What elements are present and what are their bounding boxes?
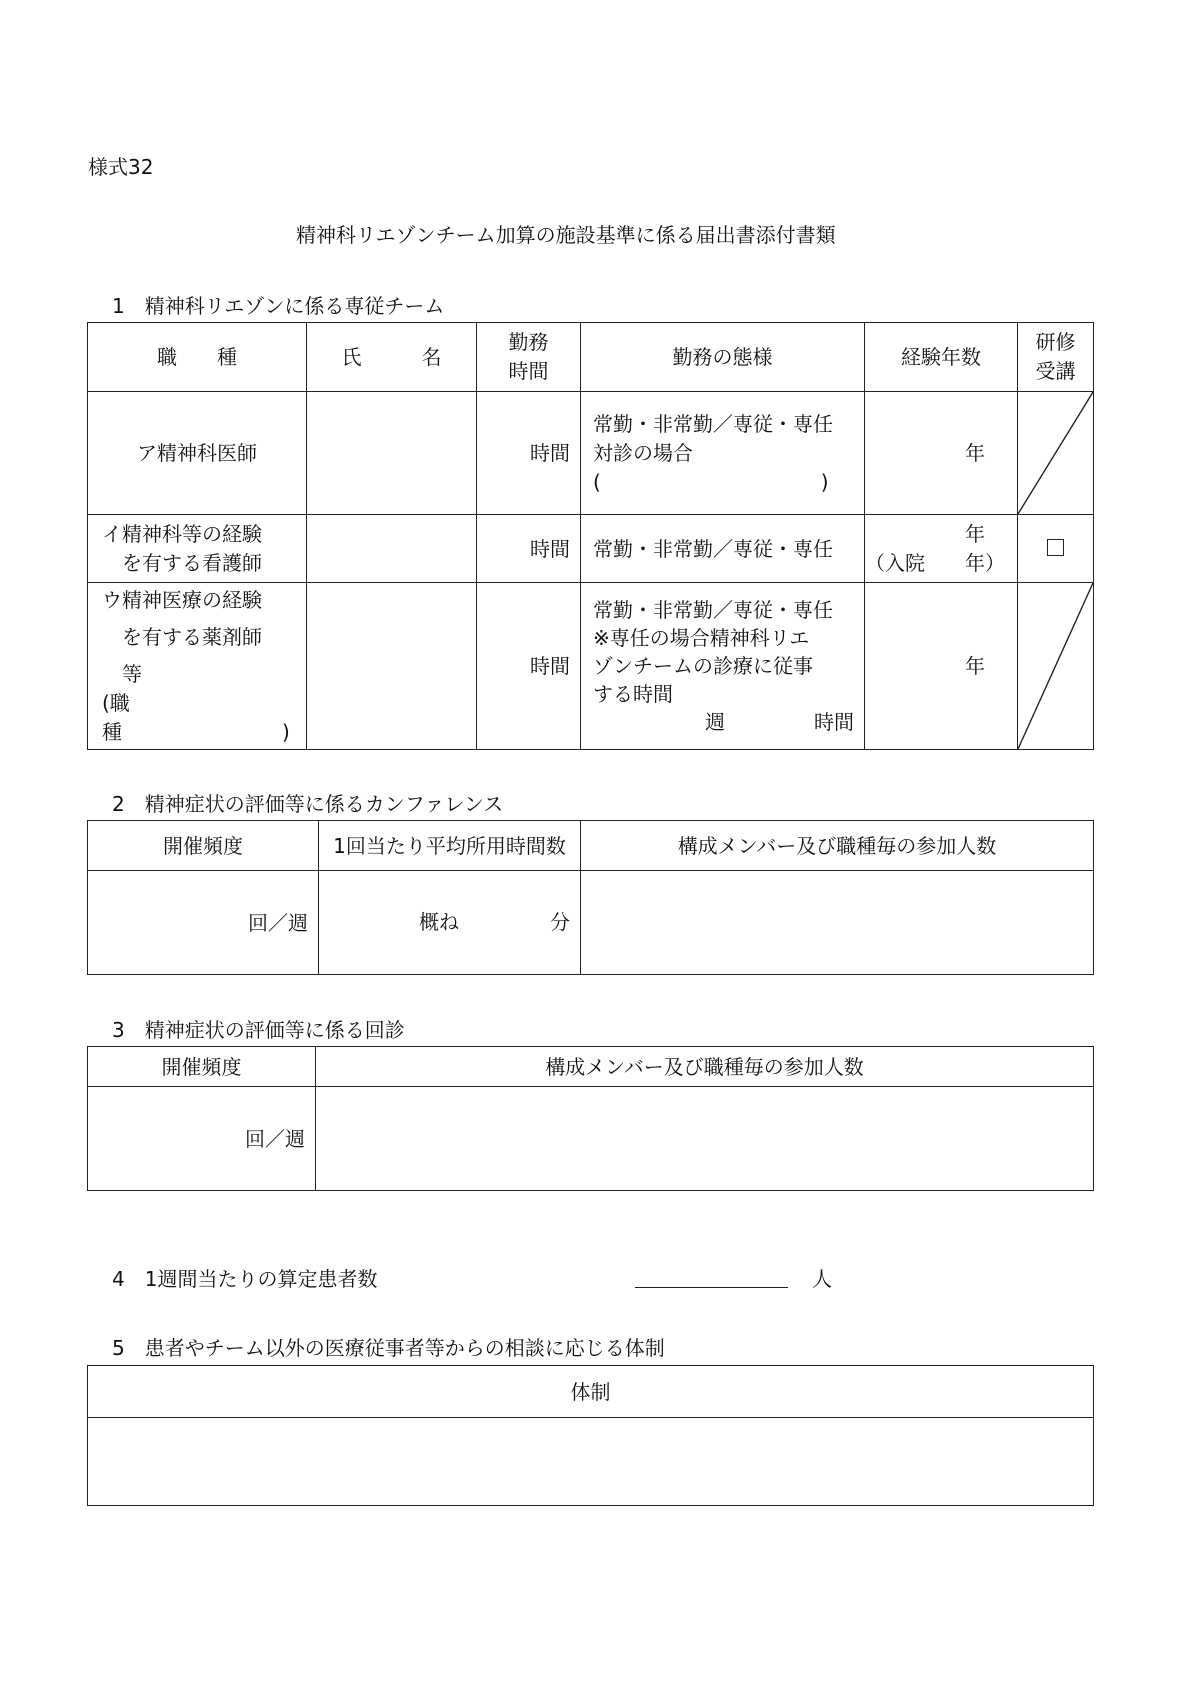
- header-job-type: 職 種: [88, 323, 307, 392]
- section5-heading: 5 患者やチーム以外の医療従事者等からの相談に応じる体制: [112, 1336, 665, 1360]
- s5-header-system: 体制: [88, 1366, 1094, 1418]
- s3-members-field[interactable]: [316, 1087, 1094, 1191]
- row-c-style[interactable]: [581, 583, 865, 750]
- row-b-experience-field[interactable]: [865, 515, 1018, 583]
- row-b-name-field[interactable]: [307, 515, 477, 583]
- row-c-job-line2: を有する薬剤師: [102, 624, 262, 649]
- section2-heading: 2 精神症状の評価等に係るカンファレンス: [112, 792, 504, 816]
- row-c-hours-unit: 時間: [530, 654, 570, 678]
- header-training-line2: 受講: [1035, 359, 1076, 383]
- row-c-name-field[interactable]: [307, 583, 477, 750]
- diagonal-slash-icon: [1018, 583, 1093, 749]
- row-b-job: [88, 515, 307, 583]
- s2-approx-label: 概ね: [419, 909, 459, 934]
- row-c-style-line5: [593, 708, 864, 736]
- row-a-style-line1: 常勤・非常勤／専従・専任: [593, 411, 833, 436]
- s2-members-field[interactable]: [581, 871, 1094, 975]
- header-training: [1018, 323, 1094, 392]
- section2-table: [87, 820, 1094, 975]
- section4-heading: 4 1週間当たりの算定患者数: [112, 1267, 378, 1291]
- s2-header-members: 構成メンバー及び職種毎の参加人数: [581, 821, 1094, 871]
- header-work-hours-line1: 勤務: [508, 330, 549, 354]
- row-a-style-line3: ( ): [593, 469, 829, 494]
- s2-minutes-unit: 分: [550, 909, 570, 934]
- s2-header-avg-time: 1回当たり平均所用時間数: [319, 821, 581, 871]
- row-a-style[interactable]: [581, 392, 865, 515]
- row-c-job: [88, 583, 307, 750]
- row-c-hours-field[interactable]: [477, 583, 581, 750]
- row-a-hours-field[interactable]: [477, 392, 581, 515]
- row-c-week-label: 週: [705, 710, 725, 734]
- row-c-job-line1: ウ精神医療の経験: [102, 587, 262, 612]
- row-c-style-line1: 常勤・非常勤／専従・専任: [593, 598, 833, 622]
- header-experience: 経験年数: [865, 323, 1018, 392]
- row-c-experience-field[interactable]: [865, 583, 1018, 750]
- s3-header-members: 構成メンバー及び職種毎の参加人数: [316, 1047, 1094, 1087]
- section1-heading: 1 精神科リエゾンに係る専従チーム: [112, 294, 445, 318]
- row-b-experience-ward: （入院 年）: [865, 550, 1005, 575]
- row-c-experience-unit: 年: [965, 654, 985, 678]
- s3-frequency-unit: 回／週: [245, 1126, 305, 1151]
- row-c-training-na: [1018, 583, 1094, 750]
- header-work-style: 勤務の態様: [581, 323, 865, 392]
- s5-system-field[interactable]: [88, 1418, 1094, 1506]
- header-work-hours-line2: 時間: [508, 359, 549, 383]
- row-a-job-line1: ア精神科医師: [137, 441, 257, 465]
- s2-avg-time-field[interactable]: [319, 871, 581, 975]
- row-b-job-line1: イ精神科等の経験: [102, 521, 262, 546]
- row-b-job-line2: を有する看護師: [102, 550, 262, 575]
- row-a-experience-unit: 年: [965, 441, 985, 465]
- row-c-style-line3: ゾンチームの診療に従事: [593, 654, 813, 678]
- header-work-hours: [477, 323, 581, 392]
- row-a-name-field[interactable]: [307, 392, 477, 515]
- s3-frequency-field[interactable]: [88, 1087, 316, 1191]
- section1-table: [87, 322, 1094, 750]
- row-b-style-line1: 常勤・非常勤／専従・専任: [593, 536, 833, 561]
- row-c-style-line2: ※専任の場合精神科リエ: [593, 626, 810, 650]
- s2-frequency-unit: 回／週: [248, 910, 308, 935]
- patient-count-field[interactable]: [635, 1286, 788, 1288]
- header-training-line1: 研修: [1035, 330, 1076, 354]
- row-a-style-line2: 対診の場合: [593, 440, 693, 465]
- row-a-hours-unit: 時間: [530, 441, 570, 465]
- patient-count-unit: 人: [812, 1267, 832, 1291]
- row-c-style-line4: する時間: [593, 682, 673, 706]
- checkbox-icon[interactable]: [1047, 539, 1064, 556]
- row-b-style[interactable]: [581, 515, 865, 583]
- s2-frequency-field[interactable]: [88, 871, 319, 975]
- section3-heading: 3 精神症状の評価等に係る回診: [112, 1018, 405, 1042]
- row-c-job-line3: 等: [102, 661, 142, 686]
- row-c-job-line4: (職種 ): [102, 690, 290, 744]
- row-b-experience-unit: 年: [965, 521, 985, 546]
- row-a-training-na: [1018, 392, 1094, 515]
- s3-header-frequency: 開催頻度: [88, 1047, 316, 1087]
- row-a-job: [88, 392, 307, 515]
- section3-table: [87, 1046, 1094, 1191]
- row-a-experience-field[interactable]: [865, 392, 1018, 515]
- row-b-hours-field[interactable]: [477, 515, 581, 583]
- row-c-week-hours-unit: 時間: [814, 710, 854, 734]
- header-name: 氏 名: [307, 323, 477, 392]
- diagonal-slash-icon: [1018, 392, 1093, 514]
- section5-table: [87, 1365, 1094, 1506]
- row-b-training-checkbox[interactable]: [1018, 515, 1094, 583]
- s2-header-frequency: 開催頻度: [88, 821, 319, 871]
- row-b-hours-unit: 時間: [530, 536, 570, 561]
- form-id: 様式32: [88, 155, 154, 179]
- page-title: 精神科リエゾンチーム加算の施設基準に係る届出書添付書類: [296, 223, 836, 247]
